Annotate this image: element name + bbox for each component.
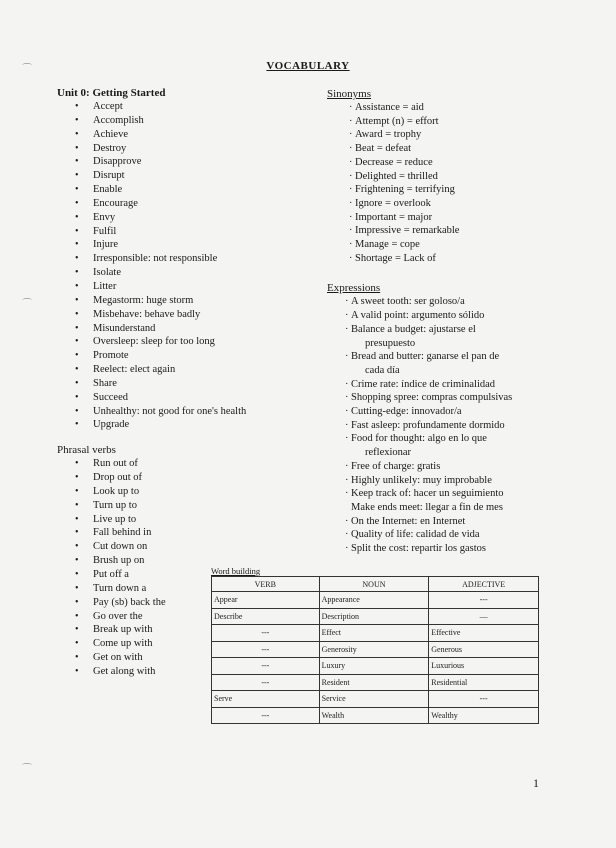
list-item: • Drop out of — [57, 471, 307, 485]
list-item: · Keep track of: hacer un seguimiento — [345, 487, 597, 501]
list-item: • Disrupt — [57, 169, 307, 183]
list-item: • Come up with — [57, 637, 307, 651]
list-item: · Fast asleep: profundamente dormido — [345, 419, 597, 433]
synonyms-heading: Sinonyms — [327, 88, 372, 100]
list-item: • Irresponsible: not responsible — [57, 252, 307, 266]
list-item: • Accomplish — [57, 114, 307, 128]
list-item: • Fall behind in — [57, 526, 307, 540]
list-item: • Unhealthy: not good for one's health — [57, 405, 307, 419]
scan-mark-decoration: ⌒ — [22, 64, 32, 75]
list-item: • Oversleep: sleep for too long — [57, 335, 307, 349]
list-item: · A valid point: argumento sólido — [345, 309, 597, 323]
list-item: · Frightening = terrifying — [349, 183, 597, 197]
table-cell: --- — [212, 674, 320, 691]
list-item: • Brush up on — [57, 554, 307, 568]
column-header-verb: VERB — [212, 577, 320, 592]
list-item: • Misunderstand — [57, 322, 307, 336]
list-item: • Live up to — [57, 513, 307, 527]
list-item: • Litter — [57, 280, 307, 294]
table-cell: Service — [319, 691, 429, 708]
scan-mark-decoration: ⌒ — [22, 764, 32, 775]
list-item: · A sweet tooth: ser goloso/a — [345, 295, 597, 309]
table-cell: --- — [212, 625, 320, 642]
list-item: • Turn up to — [57, 499, 307, 513]
list-item: · Attempt (n) = effort — [349, 115, 597, 129]
expressions-heading: Expressions — [327, 282, 381, 295]
table-row — [212, 608, 539, 625]
list-item: · On the Internet: en Internet — [345, 515, 597, 529]
list-item: · Delighted = thrilled — [349, 170, 597, 184]
word-building-table — [211, 576, 539, 724]
column-header-adjective: ADJECTIVE — [429, 577, 539, 592]
list-item: • Promote — [57, 349, 307, 363]
table-cell: --- — [212, 707, 320, 724]
list-item: · Free of charge: gratis — [345, 460, 597, 474]
list-item: • Misbehave: behave badly — [57, 308, 307, 322]
table-row — [212, 707, 539, 724]
list-item: · Split the cost: repartir los gastos — [345, 542, 597, 556]
list-item: • Turn down a — [57, 582, 307, 596]
list-item: • Succeed — [57, 391, 307, 405]
table-row — [212, 625, 539, 642]
table-row — [212, 592, 539, 609]
list-item: • Look up to — [57, 485, 307, 499]
list-item: • Go over the — [57, 610, 307, 624]
list-item-continuation: cada día — [365, 364, 400, 376]
table-cell: Effect — [319, 625, 429, 642]
list-item: · Manage = cope — [349, 238, 597, 252]
list-item: · Ignore = overlook — [349, 197, 597, 211]
table-cell: --- — [212, 658, 320, 675]
column-header-noun: NOUN — [319, 577, 429, 592]
list-item: • Injure — [57, 238, 307, 252]
table-row — [212, 641, 539, 658]
table-cell: Luxury — [319, 658, 429, 675]
list-item: · Bread and butter: ganarse el pan de cada día — [345, 350, 597, 377]
table-cell: Serve — [212, 691, 320, 708]
table-cell: — — [429, 608, 539, 625]
list-item: • Get on with — [57, 651, 307, 665]
expressions-list — [327, 295, 597, 555]
phrasal-heading: Phrasal verbs — [57, 444, 116, 457]
list-item: · Beat = defeat — [349, 142, 597, 156]
list-item: · Crime rate: índice de criminalidad — [345, 378, 597, 392]
table-cell: Generosity — [319, 641, 429, 658]
list-item: · Balance a budget: ajustarse el presupuesto — [345, 323, 597, 350]
table-cell: --- — [429, 592, 539, 609]
synonyms-list — [327, 101, 597, 265]
page-number: 1 — [533, 776, 539, 790]
list-item: • Disapprove — [57, 155, 307, 169]
scan-mark-decoration: ⌒ — [22, 299, 32, 310]
list-item-continuation: presupuesto — [365, 337, 416, 349]
table-cell: --- — [212, 641, 320, 658]
table-cell: Appear — [212, 592, 320, 609]
right-column — [327, 88, 597, 556]
list-item: • Pay (sb) back the — [57, 596, 307, 610]
list-item: • Achieve — [57, 128, 307, 142]
table-row — [212, 691, 539, 708]
word-building-section — [211, 566, 539, 724]
table-cell: Generous — [429, 641, 539, 658]
list-item: • Get along with — [57, 665, 307, 679]
list-item: · Impressive = remarkable — [349, 224, 597, 238]
list-item: • Share — [57, 377, 307, 391]
unit-word-list — [57, 100, 307, 432]
list-item: · Award = trophy — [349, 128, 597, 142]
list-item: · Shopping spree: compras compulsivas — [345, 391, 597, 405]
list-item-continuation: reflexionar — [365, 447, 412, 459]
unit-heading: Unit 0: Getting Started — [57, 87, 166, 99]
table-cell: Appearance — [319, 592, 429, 609]
table-cell: Resident — [319, 674, 429, 691]
list-item: · Decrease = reduce — [349, 156, 597, 170]
list-item: • Break up with — [57, 623, 307, 637]
list-item: • Cut down on — [57, 540, 307, 554]
list-item: • Enable — [57, 183, 307, 197]
table-cell: Description — [319, 608, 429, 625]
list-item: • Encourage — [57, 197, 307, 211]
list-item: • Isolate — [57, 266, 307, 280]
list-item: Make ends meet: llegar a fin de mes — [351, 501, 503, 513]
word-building-heading: Word building — [211, 566, 261, 576]
list-item: · Food for thought: algo en lo que reflexionar — [345, 432, 597, 459]
table-cell: Luxurious — [429, 658, 539, 675]
page-title: VOCABULARY — [266, 60, 350, 72]
table-cell: --- — [429, 691, 539, 708]
list-item: · Cutting-edge: innovador/a — [345, 405, 597, 419]
table-cell: Wealth — [319, 707, 429, 724]
list-item: • Envy — [57, 211, 307, 225]
list-item: · Assistance = aid — [349, 101, 597, 115]
list-item: • Accept — [57, 100, 307, 114]
list-item: • Reelect: elect again — [57, 363, 307, 377]
list-item: • Megastorm: huge storm — [57, 294, 307, 308]
list-item: • Fulfil — [57, 225, 307, 239]
table-cell: Wealthy — [429, 707, 539, 724]
list-item: · Quality of life: calidad de vida — [345, 528, 597, 542]
table-cell: Effective — [429, 625, 539, 642]
list-item: • Destroy — [57, 142, 307, 156]
table-row — [212, 658, 539, 675]
list-item: • Upgrade — [57, 418, 307, 432]
table-cell: Describe — [212, 608, 320, 625]
table-cell: Residential — [429, 674, 539, 691]
list-item: · Important = major — [349, 211, 597, 225]
list-item: · Highly unlikely: muy improbable — [345, 474, 597, 488]
table-header-row — [212, 577, 539, 592]
list-item: • Put off a — [57, 568, 307, 582]
list-item: · Shortage = Lack of — [349, 252, 597, 266]
table-row — [212, 674, 539, 691]
list-item: • Run out of — [57, 457, 307, 471]
